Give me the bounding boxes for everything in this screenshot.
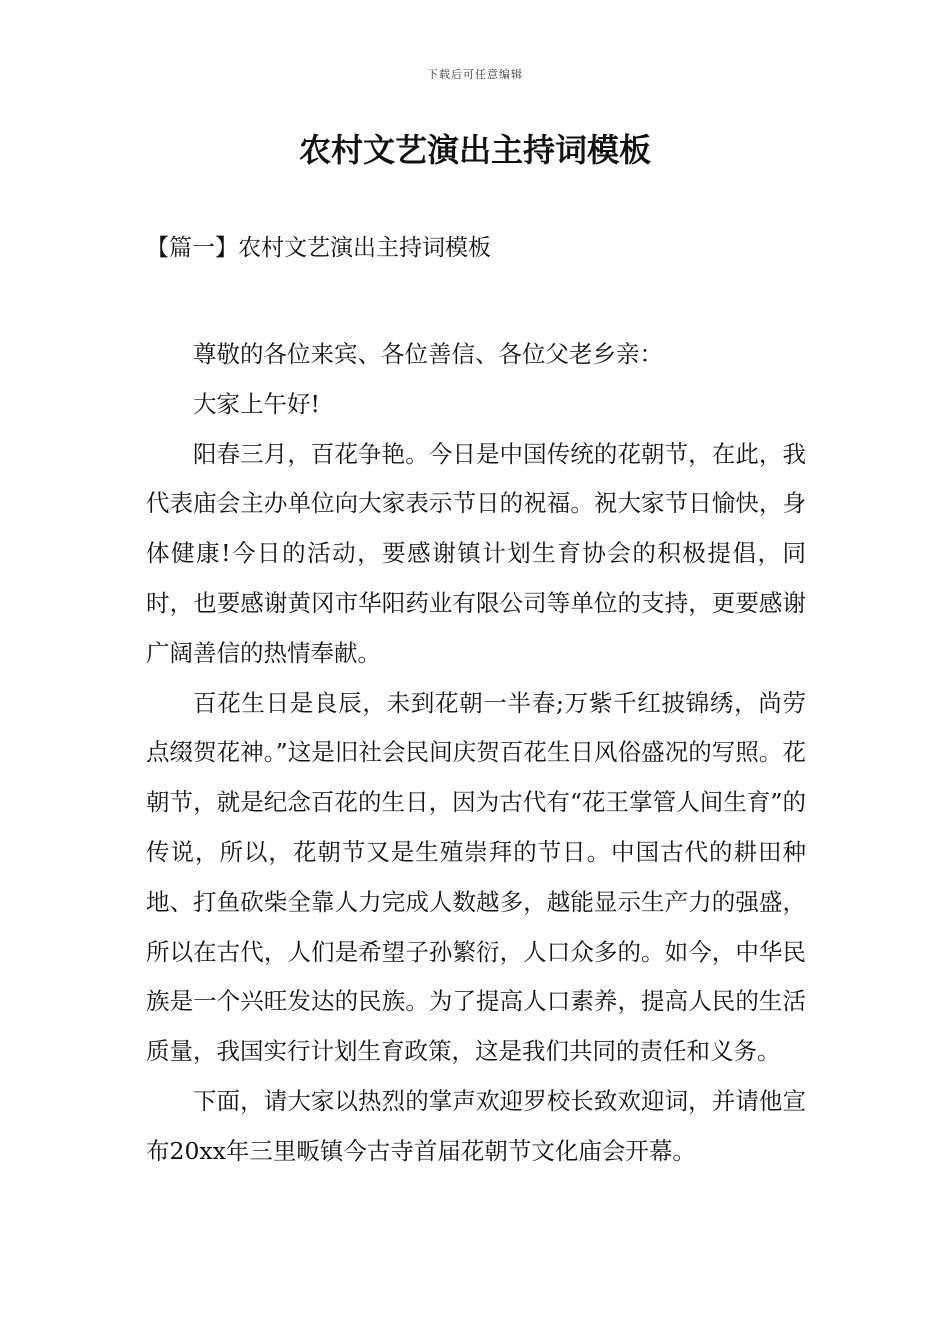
paragraph-festival-intro: 阳春三月，百花争艳。今日是中国传统的花朝节，在此，我代表庙会主办单位向大家表示节日的祝福。祝大家节日愉快，身体健康!今日的活动，要感谢镇计划生育协会的积极提倡，同时，也要感谢黄冈市华阳药业有限公司等单位的支持，更要感谢广阔善信的热情奉献。: [146, 439, 806, 667]
header-note: 下载后可任意编辑: [427, 68, 523, 81]
paragraph-festival-history: 百花生日是良辰，未到花朝一半春;万紫千红披锦绣，尚劳点缀贺花神。”这是旧社会民间庆贺百花生日风俗盛况的写照。花朝节，就是纪念百花的生日，因为古代有“花王掌管人间生育”的传说，所以，花朝节又是生殖崇拜的节日。中国古代的耕田种地、打鱼砍柴全靠人力完成人数越多，越能显示生产力的强盛，所以在古代，人们是希望子孙繁衍，人口众多的。如今，中华民族是一个兴旺发达的民族。为了提高人口素养，提高人民的生活质量，我国实行计划生育政策，这是我们共同的责任和义务。: [146, 688, 806, 1066]
document-title: 农村文艺演出主持词模板: [298, 131, 651, 169]
section-heading: 【篇一】农村文艺演出主持词模板: [146, 235, 491, 261]
document-body: [146, 330, 806, 1177]
paragraph-opening-announcement: 下面，请大家以热烈的掌声欢迎罗校长致欢迎词，并请他宣布20xx年三里畈镇今古寺首届花朝节文化庙会开幕。: [146, 1086, 806, 1165]
paragraph-good-morning: 大家上午好!: [193, 389, 320, 418]
paragraph-greeting: 尊敬的各位来宾、各位善信、各位父老乡亲：: [193, 340, 663, 368]
